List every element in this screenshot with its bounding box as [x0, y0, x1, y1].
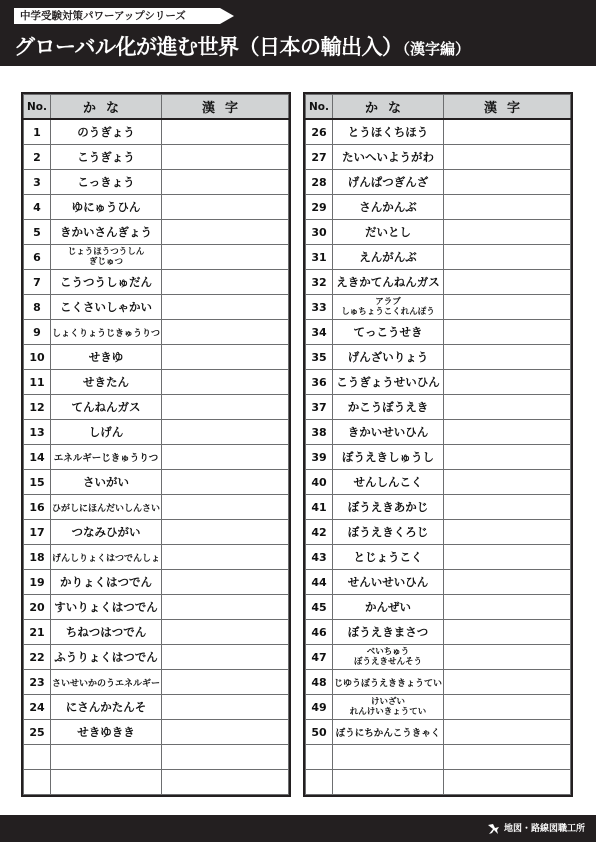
row-number: 21: [24, 620, 51, 645]
kanji-answer-cell[interactable]: [444, 520, 571, 545]
kana-cell: [51, 745, 162, 770]
header-no: No.: [306, 95, 333, 120]
row-number: 23: [24, 670, 51, 695]
header-no: No.: [24, 95, 51, 120]
table-row: [306, 270, 571, 295]
table-row: [24, 720, 289, 745]
table-row: [24, 620, 289, 645]
table-row: [24, 370, 289, 395]
row-number: 2: [24, 145, 51, 170]
series-label: 中学受験対策パワーアップシリーズ: [14, 8, 220, 24]
table-row: [306, 220, 571, 245]
header-kanji: 漢字: [162, 95, 289, 120]
row-number: 7: [24, 270, 51, 295]
kanji-answer-cell[interactable]: [444, 720, 571, 745]
kana-cell: かこうぼうえき: [333, 395, 444, 420]
table-header-row: [306, 95, 571, 120]
table-row: [24, 520, 289, 545]
kanji-answer-cell[interactable]: [444, 170, 571, 195]
kana-cell: せんいせいひん: [333, 570, 444, 595]
kanji-answer-cell[interactable]: [162, 520, 289, 545]
publisher-logo-icon: [486, 822, 500, 836]
row-number: 14: [24, 445, 51, 470]
kana-cell: [333, 695, 444, 720]
table-row: [24, 545, 289, 570]
kanji-answer-cell[interactable]: [162, 170, 289, 195]
header-kana: かな: [333, 95, 444, 120]
table-row: [306, 720, 571, 745]
kana-cell: しょくりょうじきゅうりつ: [51, 320, 162, 345]
kanji-answer-cell[interactable]: [162, 195, 289, 220]
row-number: 12: [24, 395, 51, 420]
kana-cell: ぼうえきまさつ: [333, 620, 444, 645]
kana-cell: こうぎょう: [51, 145, 162, 170]
kana-cell: ひがしにほんだいしんさい: [51, 495, 162, 520]
row-number: 32: [306, 270, 333, 295]
kanji-answer-cell[interactable]: [162, 145, 289, 170]
table-row: [24, 119, 289, 145]
kana-cell: のうぎょう: [51, 119, 162, 145]
table-row: [306, 345, 571, 370]
row-number: 8: [24, 295, 51, 320]
table-row: [306, 620, 571, 645]
kanji-answer-cell[interactable]: [444, 395, 571, 420]
kana-cell: えきかてんねんガス: [333, 270, 444, 295]
row-number: 19: [24, 570, 51, 595]
row-number: 27: [306, 145, 333, 170]
row-number: 29: [306, 195, 333, 220]
kana-cell: たいへいようがわ: [333, 145, 444, 170]
table-row: [306, 695, 571, 720]
kana-cell: こっきょう: [51, 170, 162, 195]
table-row: [24, 170, 289, 195]
table-row: [306, 745, 571, 770]
header-kana: かな: [51, 95, 162, 120]
table-row: [24, 645, 289, 670]
kana-cell: [333, 645, 444, 670]
row-number: 18: [24, 545, 51, 570]
kanji-answer-cell[interactable]: [444, 545, 571, 570]
table-row: [24, 270, 289, 295]
kanji-answer-cell[interactable]: [162, 670, 289, 695]
page-title: [14, 31, 470, 61]
header-kanji: 漢字: [444, 95, 571, 120]
kana-cell: [333, 745, 444, 770]
row-number: 33: [306, 295, 333, 320]
kana-cell: きかいさんぎょう: [51, 220, 162, 245]
row-number: 26: [306, 119, 333, 145]
kana-cell: ぼうにちかんこうきゃく: [333, 720, 444, 745]
row-number: 45: [306, 595, 333, 620]
kanji-answer-cell[interactable]: [162, 320, 289, 345]
kanji-answer-cell[interactable]: [162, 745, 289, 770]
page-title-sub: （漢字編）: [402, 40, 470, 58]
kanji-answer-cell[interactable]: [162, 295, 289, 320]
table-row: [306, 595, 571, 620]
table-row: [24, 395, 289, 420]
row-number: 4: [24, 195, 51, 220]
table-row: [24, 220, 289, 245]
kana-cell: じゆうぼうえききょうてい: [333, 670, 444, 695]
kana-cell: さいがい: [51, 470, 162, 495]
table-row: [24, 345, 289, 370]
kana-line-2: ぎじゅつ: [88, 257, 123, 267]
kana-cell: [333, 295, 444, 320]
row-number: 11: [24, 370, 51, 395]
kanji-answer-cell[interactable]: [162, 395, 289, 420]
kana-cell: とじょうこく: [333, 545, 444, 570]
kanji-answer-cell[interactable]: [162, 445, 289, 470]
kana-line-1: けいざい: [370, 697, 405, 707]
table-row: [24, 495, 289, 520]
kana-cell: てっこうせき: [333, 320, 444, 345]
kana-cell: かんぜい: [333, 595, 444, 620]
kanji-answer-cell[interactable]: [444, 145, 571, 170]
kanji-answer-cell[interactable]: [162, 270, 289, 295]
table-row: [306, 295, 571, 320]
kanji-answer-cell[interactable]: [162, 770, 289, 795]
kana-cell: つなみひがい: [51, 520, 162, 545]
kanji-answer-cell[interactable]: [444, 495, 571, 520]
kana-cell: げんしりょくはつでんしょ: [51, 545, 162, 570]
kana-cell: えんがんぶ: [333, 245, 444, 270]
row-number: [24, 745, 51, 770]
row-number: 36: [306, 370, 333, 395]
kana-cell: [51, 770, 162, 795]
kana-cell: かりょくはつでん: [51, 570, 162, 595]
kanji-answer-cell[interactable]: [444, 445, 571, 470]
row-number: 44: [306, 570, 333, 595]
kanji-answer-cell[interactable]: [162, 570, 289, 595]
row-number: [24, 770, 51, 795]
table-row: [24, 420, 289, 445]
kanji-answer-cell[interactable]: [444, 320, 571, 345]
kana-cell: きかいせいひん: [333, 420, 444, 445]
table-row: [306, 320, 571, 345]
kana-line-1: べいちゅう: [366, 647, 410, 657]
row-number: 46: [306, 620, 333, 645]
table-row: [306, 570, 571, 595]
kana-cell: しげん: [51, 420, 162, 445]
table-row: [306, 170, 571, 195]
kanji-answer-cell[interactable]: [444, 595, 571, 620]
table-row: [306, 145, 571, 170]
kanji-answer-cell[interactable]: [444, 420, 571, 445]
kana-cell: せきゆきき: [51, 720, 162, 745]
row-number: 38: [306, 420, 333, 445]
row-number: 34: [306, 320, 333, 345]
table-row: [306, 495, 571, 520]
kanji-answer-cell[interactable]: [444, 620, 571, 645]
kanji-answer-cell[interactable]: [162, 420, 289, 445]
table-row: [306, 195, 571, 220]
row-number: 24: [24, 695, 51, 720]
kana-cell: さいせいかのうエネルギー: [51, 670, 162, 695]
table-row: [306, 245, 571, 270]
kana-cell: ゆにゅうひん: [51, 195, 162, 220]
row-number: 20: [24, 595, 51, 620]
kana-cell: げんざいりょう: [333, 345, 444, 370]
page-header: [0, 0, 596, 66]
row-number: 22: [24, 645, 51, 670]
kanji-answer-cell[interactable]: [162, 695, 289, 720]
table-header-row: [24, 95, 289, 120]
table-row: [306, 520, 571, 545]
kanji-answer-cell[interactable]: [444, 119, 571, 145]
kana-cell: だいとし: [333, 220, 444, 245]
page-title-main: グローバル化が進む世界（日本の輸出入）: [14, 35, 403, 59]
row-number: 6: [24, 245, 51, 270]
row-number: [306, 745, 333, 770]
table-row: [24, 695, 289, 720]
kana-line-2: ぼうえきせんそう: [353, 657, 422, 667]
row-number: 5: [24, 220, 51, 245]
kanji-answer-cell[interactable]: [444, 345, 571, 370]
kana-cell: ちねつはつでん: [51, 620, 162, 645]
row-number: 49: [306, 695, 333, 720]
row-number: 3: [24, 170, 51, 195]
row-number: 37: [306, 395, 333, 420]
kana-cell: ぼうえきしゅうし: [333, 445, 444, 470]
kanji-answer-cell[interactable]: [444, 570, 571, 595]
row-number: 25: [24, 720, 51, 745]
kanji-answer-cell[interactable]: [162, 645, 289, 670]
table-row: [306, 395, 571, 420]
kana-cell: とうほくちほう: [333, 119, 444, 145]
table-row: [306, 545, 571, 570]
kana-line-2: しゅちょうこくれんぽう: [341, 307, 435, 317]
row-number: 50: [306, 720, 333, 745]
kanji-answer-cell[interactable]: [162, 370, 289, 395]
row-number: 39: [306, 445, 333, 470]
table-row: [24, 770, 289, 795]
table-row: [306, 445, 571, 470]
table-row: [24, 745, 289, 770]
vocab-table-right: [303, 92, 573, 797]
row-number: 1: [24, 119, 51, 145]
kanji-answer-cell[interactable]: [162, 119, 289, 145]
kanji-answer-cell[interactable]: [162, 720, 289, 745]
kanji-answer-cell[interactable]: [162, 495, 289, 520]
kana-cell: すいりょくはつでん: [51, 595, 162, 620]
table-row: [306, 420, 571, 445]
publisher-name: 地図・路線図職工所: [504, 824, 586, 834]
kanji-answer-cell[interactable]: [444, 195, 571, 220]
table-row: [24, 195, 289, 220]
kana-line-1: じょうほうつうしん: [67, 247, 145, 257]
kanji-answer-cell[interactable]: [162, 595, 289, 620]
kana-cell: てんねんガス: [51, 395, 162, 420]
vocab-table-left: [21, 92, 291, 797]
kanji-answer-cell[interactable]: [162, 345, 289, 370]
table-row: [24, 470, 289, 495]
table-row: [24, 295, 289, 320]
table-row: [306, 670, 571, 695]
kana-line-2: れんけいきょうてい: [349, 707, 427, 717]
row-number: 48: [306, 670, 333, 695]
row-number: 42: [306, 520, 333, 545]
series-arrow-icon: [220, 8, 234, 24]
kana-cell: ぼうえきくろじ: [333, 520, 444, 545]
kanji-answer-cell[interactable]: [444, 220, 571, 245]
kanji-answer-cell[interactable]: [162, 220, 289, 245]
row-number: 17: [24, 520, 51, 545]
kana-line-1: アラブ: [375, 297, 401, 307]
row-number: 28: [306, 170, 333, 195]
kana-cell: せきゆ: [51, 345, 162, 370]
kanji-answer-cell[interactable]: [444, 670, 571, 695]
kanji-answer-cell[interactable]: [444, 745, 571, 770]
row-number: 30: [306, 220, 333, 245]
kanji-answer-cell[interactable]: [444, 645, 571, 670]
kana-cell: せきたん: [51, 370, 162, 395]
row-number: 40: [306, 470, 333, 495]
kana-cell: せんしんこく: [333, 470, 444, 495]
table-row: [24, 445, 289, 470]
kana-cell: エネルギーじきゅうりつ: [51, 445, 162, 470]
row-number: 10: [24, 345, 51, 370]
table-row: [306, 370, 571, 395]
kanji-answer-cell[interactable]: [444, 295, 571, 320]
kana-cell: ふうりょくはつでん: [51, 645, 162, 670]
row-number: [306, 770, 333, 795]
kanji-answer-cell[interactable]: [444, 695, 571, 720]
kanji-answer-cell[interactable]: [444, 270, 571, 295]
page-footer: [0, 815, 596, 842]
table-row: [24, 145, 289, 170]
kanji-answer-cell[interactable]: [444, 470, 571, 495]
kana-cell: こくさいしゃかい: [51, 295, 162, 320]
kanji-answer-cell[interactable]: [444, 370, 571, 395]
kana-cell: [333, 770, 444, 795]
kana-cell: ぼうえきあかじ: [333, 495, 444, 520]
table-row: [24, 570, 289, 595]
row-number: 47: [306, 645, 333, 670]
table-row: [24, 670, 289, 695]
row-number: 31: [306, 245, 333, 270]
kana-cell: こうつうしゅだん: [51, 270, 162, 295]
table-row: [306, 770, 571, 795]
table-row: [306, 119, 571, 145]
row-number: 15: [24, 470, 51, 495]
table-row: [24, 245, 289, 270]
row-number: 9: [24, 320, 51, 345]
kanji-answer-cell[interactable]: [444, 245, 571, 270]
row-number: 35: [306, 345, 333, 370]
kanji-answer-cell[interactable]: [162, 245, 289, 270]
kana-cell: にさんかたんそ: [51, 695, 162, 720]
kana-cell: さんかんぶ: [333, 195, 444, 220]
kana-cell: こうぎょうせいひん: [333, 370, 444, 395]
row-number: 41: [306, 495, 333, 520]
kanji-answer-cell[interactable]: [162, 470, 289, 495]
table-row: [306, 470, 571, 495]
kanji-answer-cell[interactable]: [444, 770, 571, 795]
row-number: 43: [306, 545, 333, 570]
table-row: [24, 595, 289, 620]
row-number: 13: [24, 420, 51, 445]
kana-cell: げんぱつぎんざ: [333, 170, 444, 195]
table-row: [306, 645, 571, 670]
kanji-answer-cell[interactable]: [162, 620, 289, 645]
kana-cell: [51, 245, 162, 270]
row-number: 16: [24, 495, 51, 520]
kanji-answer-cell[interactable]: [162, 545, 289, 570]
table-row: [24, 320, 289, 345]
